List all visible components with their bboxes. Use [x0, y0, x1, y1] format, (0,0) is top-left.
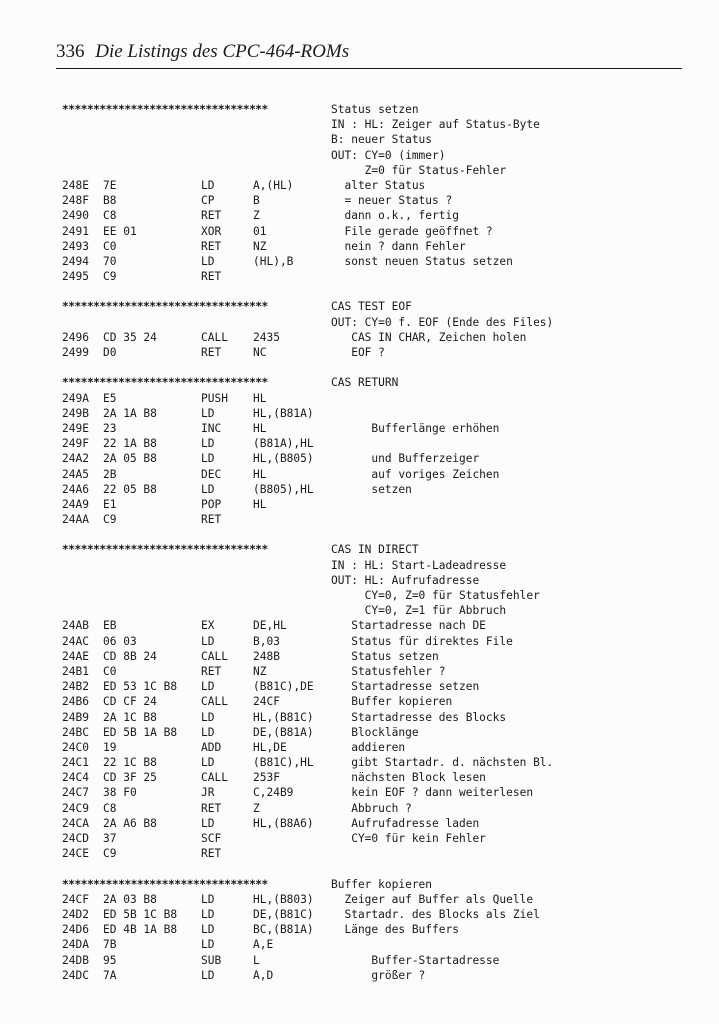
mnemonic: RET: [201, 847, 222, 861]
address: 24AA: [62, 513, 89, 527]
comment: IN : HL: Start-Ladeadresse: [331, 558, 507, 572]
listing-line: [0, 588, 719, 603]
listing-line: [0, 770, 719, 785]
hex-bytes: C8: [103, 801, 117, 815]
comment: Startadr. des Blocks als Ziel: [331, 907, 540, 921]
comment: alter Status: [331, 178, 426, 192]
listing-line: [0, 953, 719, 968]
operand: 253F: [253, 771, 280, 785]
hex-bytes: C0: [103, 239, 117, 253]
operand: HL: [253, 391, 267, 405]
listing-line: [0, 315, 719, 330]
comment: IN : HL: Zeiger auf Status-Byte: [331, 118, 540, 132]
comment: gibt Startadr. d. nächsten Bl.: [331, 756, 554, 770]
listing-line: [0, 132, 719, 147]
operand: (B81C),DE: [253, 680, 314, 694]
listing-line: [0, 421, 719, 436]
section-gap: [0, 360, 719, 375]
listing-section: [0, 375, 719, 527]
address: 24AE: [62, 649, 89, 663]
comment: Blocklänge: [331, 725, 419, 739]
listing-line: [0, 542, 719, 557]
comment: nächsten Block lesen: [331, 771, 486, 785]
comment: größer ?: [331, 968, 426, 982]
listing-line: [0, 102, 719, 117]
mnemonic: LD: [201, 710, 215, 724]
address: 249A: [62, 391, 89, 405]
mnemonic: LD: [201, 680, 215, 694]
hex-bytes: 22 1A B8: [103, 437, 157, 451]
listing-line: [0, 573, 719, 588]
hex-bytes: 22 1C B8: [103, 756, 157, 770]
listing-line: [0, 391, 719, 406]
comment: Buffer-Startadresse: [331, 953, 500, 967]
operand: HL,(B8A6): [253, 816, 314, 830]
address: 2493: [62, 239, 89, 253]
address: 24A5: [62, 467, 89, 481]
hex-bytes: 70: [103, 254, 117, 268]
operand: A,(HL): [253, 178, 294, 192]
hex-bytes: C9: [103, 847, 117, 861]
hex-bytes: 06 03: [103, 634, 137, 648]
page-title: Die Listings des CPC-464-ROMs: [95, 41, 350, 62]
operand: DE,(B81A): [253, 725, 314, 739]
listing-line: [0, 163, 719, 178]
listing-line: [0, 634, 719, 649]
listing-line: [0, 299, 719, 314]
listing-line: [0, 816, 719, 831]
assembly-listing: [0, 102, 719, 983]
comment: dann o.k., fertig: [331, 209, 459, 223]
listing-line: [0, 694, 719, 709]
hex-bytes: EB: [103, 619, 117, 633]
comment: Status für direktes File: [331, 634, 513, 648]
operand: 01: [253, 224, 267, 238]
section-gap: [0, 861, 719, 876]
mnemonic: LD: [201, 178, 215, 192]
listing-line: [0, 725, 719, 740]
listing-line: [0, 330, 719, 345]
hex-bytes: B8: [103, 194, 117, 208]
listing-line: [0, 451, 719, 466]
comment: und Bufferzeiger: [331, 452, 480, 466]
mnemonic: POP: [201, 497, 222, 511]
operand: HL,DE: [253, 740, 287, 754]
comment: Aufrufadresse laden: [331, 816, 480, 830]
mnemonic: INC: [201, 421, 222, 435]
comment: CAS RETURN: [331, 376, 399, 390]
comment: Startadresse setzen: [331, 680, 480, 694]
operand: BC,(B81A): [253, 923, 314, 937]
mnemonic: SUB: [201, 953, 222, 967]
section-gap: [0, 527, 719, 542]
address: 24DB: [62, 953, 89, 967]
operand: HL: [253, 421, 267, 435]
mnemonic: LD: [201, 254, 215, 268]
comment: Länge des Buffers: [331, 923, 459, 937]
address: 24DA: [62, 938, 89, 952]
listing-section: [0, 877, 719, 983]
hex-bytes: 95: [103, 953, 117, 967]
operand: Z: [253, 209, 260, 223]
address: 24A9: [62, 497, 89, 511]
hex-bytes: C9: [103, 513, 117, 527]
comment: setzen: [331, 482, 412, 496]
hex-bytes: E5: [103, 391, 117, 405]
hex-bytes: 7B: [103, 938, 117, 952]
comment: Z=0 für Status-Fehler: [331, 163, 507, 177]
operand: (B81C),HL: [253, 756, 314, 770]
address: 249B: [62, 406, 89, 420]
address: 24C0: [62, 740, 89, 754]
address: 248E: [62, 178, 89, 192]
mnemonic: LD: [201, 406, 215, 420]
address: 24C7: [62, 786, 89, 800]
operand: HL,(B805): [253, 452, 314, 466]
address: 24B9: [62, 710, 89, 724]
address: 24D6: [62, 923, 89, 937]
mnemonic: PUSH: [201, 391, 228, 405]
hex-bytes: 19: [103, 740, 117, 754]
operand: DE,(B81C): [253, 907, 314, 921]
mnemonic: LD: [201, 437, 215, 451]
mnemonic: CP: [201, 194, 215, 208]
mnemonic: RET: [201, 346, 222, 359]
listing-line: [0, 224, 719, 239]
hex-bytes: C0: [103, 664, 117, 678]
hex-bytes: 7A: [103, 968, 117, 982]
hex-bytes: 23: [103, 421, 117, 435]
mnemonic: XOR: [201, 224, 222, 238]
listing-line: [0, 148, 719, 163]
hex-bytes: E1: [103, 497, 117, 511]
listing-line: [0, 907, 719, 922]
operand: (B805),HL: [253, 482, 314, 496]
operand: HL,(B803): [253, 892, 314, 906]
comment: OUT: CY=0 f. EOF (Ende des Files): [331, 315, 554, 329]
listing-line: [0, 467, 719, 482]
address: 24DC: [62, 968, 89, 982]
mnemonic: CALL: [201, 649, 228, 663]
mnemonic: LD: [201, 938, 215, 952]
listing-line: [0, 801, 719, 816]
listing-line: [0, 512, 719, 527]
operand: HL: [253, 467, 267, 481]
hex-bytes: 22 05 B8: [103, 482, 157, 496]
section-separator: *********************************: [62, 103, 268, 116]
address: 2499: [62, 346, 89, 359]
address: 24B1: [62, 664, 89, 678]
mnemonic: LD: [201, 892, 215, 906]
address: 249E: [62, 421, 89, 435]
mnemonic: RET: [201, 239, 222, 253]
listing-line: [0, 785, 719, 800]
hex-bytes: 2A 1A B8: [103, 406, 157, 420]
listing-line: [0, 269, 719, 284]
mnemonic: LD: [201, 968, 215, 982]
listing-line: [0, 892, 719, 907]
operand: (B81A),HL: [253, 437, 314, 451]
mnemonic: LD: [201, 923, 215, 937]
listing-line: [0, 603, 719, 618]
section-separator: *********************************: [62, 877, 268, 891]
listing-line: [0, 178, 719, 193]
listing-line: [0, 679, 719, 694]
listing-section: [0, 542, 719, 861]
address: 24BC: [62, 725, 89, 739]
section-separator: *********************************: [62, 543, 268, 557]
mnemonic: JR: [201, 786, 215, 800]
listing-line: [0, 436, 719, 451]
comment: = neuer Status ?: [331, 194, 453, 208]
hex-bytes: EE 01: [103, 224, 137, 238]
address: 2496: [62, 330, 89, 344]
comment: B: neuer Status: [331, 133, 433, 147]
comment: Buffer kopieren: [331, 695, 453, 709]
mnemonic: LD: [201, 725, 215, 739]
section-separator: *********************************: [62, 300, 268, 314]
hex-bytes: ED 5B 1C B8: [103, 907, 178, 921]
listing-line: [0, 740, 719, 755]
operand: 24CF: [253, 695, 280, 709]
listing-line: [0, 846, 719, 861]
hex-bytes: C9: [103, 270, 117, 284]
comment: CAS IN CHAR, Zeichen holen: [331, 330, 527, 344]
hex-bytes: 38 F0: [103, 786, 137, 800]
mnemonic: ADD: [201, 740, 222, 754]
hex-bytes: CD CF 24: [103, 695, 157, 709]
listing-line: [0, 558, 719, 573]
listing-line: [0, 406, 719, 421]
comment: Zeiger auf Buffer als Quelle: [331, 892, 534, 906]
page-number: 336: [56, 41, 85, 62]
mnemonic: LD: [201, 907, 215, 921]
comment: Buffer kopieren: [331, 877, 433, 891]
address: 2495: [62, 270, 89, 284]
listing-line: [0, 193, 719, 208]
listing-line: [0, 482, 719, 497]
mnemonic: DEC: [201, 467, 222, 481]
address: 249F: [62, 437, 89, 451]
operand: DE,HL: [253, 619, 287, 633]
comment: Abbruch ?: [331, 801, 412, 815]
comment: Statusfehler ?: [331, 664, 446, 678]
listing-line: [0, 649, 719, 664]
listing-line: [0, 710, 719, 725]
listing-line: [0, 664, 719, 679]
address: 24D2: [62, 907, 89, 921]
comment: CY=0, Z=1 für Abbruch: [331, 604, 507, 618]
mnemonic: CALL: [201, 771, 228, 785]
listing-line: [0, 208, 719, 223]
comment: CY=0, Z=0 für Statusfehler: [331, 589, 540, 602]
comment: CY=0 für kein Fehler: [331, 832, 486, 845]
address: 24CD: [62, 832, 89, 845]
listing-line: [0, 497, 719, 512]
comment: CAS TEST EOF: [331, 300, 412, 314]
listing-line: [0, 345, 719, 360]
hex-bytes: 2A 03 B8: [103, 892, 157, 906]
listing-line: [0, 117, 719, 132]
operand: C,24B9: [253, 786, 294, 800]
mnemonic: RET: [201, 664, 222, 678]
address: 24B6: [62, 695, 89, 709]
listing-line: [0, 239, 719, 254]
operand: A,E: [253, 938, 274, 952]
mnemonic: RET: [201, 270, 222, 284]
hex-bytes: ED 53 1C B8: [103, 680, 178, 694]
mnemonic: RET: [201, 209, 222, 223]
address: 24AC: [62, 634, 89, 648]
mnemonic: SCF: [201, 832, 222, 845]
comment: kein EOF ? dann weiterlesen: [331, 786, 534, 800]
operand: A,D: [253, 968, 274, 982]
header-rule: [56, 68, 682, 69]
section-gap: [0, 284, 719, 299]
hex-bytes: CD 35 24: [103, 330, 157, 344]
comment: Startadresse nach DE: [331, 619, 486, 633]
comment: Startadresse des Blocks: [331, 710, 507, 724]
hex-bytes: 2B: [103, 467, 117, 481]
comment: sonst neuen Status setzen: [331, 254, 513, 268]
hex-bytes: CD 3F 25: [103, 771, 157, 785]
hex-bytes: 7E: [103, 178, 117, 192]
mnemonic: LD: [201, 452, 215, 466]
operand: L: [253, 953, 260, 967]
address: 2494: [62, 254, 89, 268]
address: 24C1: [62, 756, 89, 770]
address: 248F: [62, 194, 89, 208]
operand: (HL),B: [253, 254, 294, 268]
operand: NZ: [253, 664, 267, 678]
address: 24C4: [62, 771, 89, 785]
address: 24A2: [62, 452, 89, 466]
listing-line: [0, 254, 719, 269]
mnemonic: CALL: [201, 695, 228, 709]
address: 24CF: [62, 892, 89, 906]
comment: File gerade geöffnet ?: [331, 224, 493, 238]
comment: CAS IN DIRECT: [331, 543, 419, 557]
operand: HL,(B81C): [253, 710, 314, 724]
comment: addieren: [331, 740, 406, 754]
listing-line: [0, 937, 719, 952]
listing-line: [0, 968, 719, 983]
hex-bytes: 2A 1C B8: [103, 710, 157, 724]
operand: 248B: [253, 649, 280, 663]
operand: Z: [253, 801, 260, 815]
listing-line: [0, 375, 719, 390]
mnemonic: RET: [201, 513, 222, 527]
hex-bytes: CD 8B 24: [103, 649, 157, 663]
listing-line: [0, 755, 719, 770]
operand: HL,(B81A): [253, 406, 314, 420]
comment: Status setzen: [331, 649, 439, 663]
comment: Status setzen: [331, 103, 419, 116]
listing-line: [0, 831, 719, 846]
address: 24CA: [62, 816, 89, 830]
comment: OUT: HL: Aufrufadresse: [331, 573, 480, 587]
listing-section: [0, 102, 719, 284]
comment: OUT: CY=0 (immer): [331, 148, 446, 162]
mnemonic: RET: [201, 801, 222, 815]
address: 2491: [62, 224, 89, 238]
mnemonic: LD: [201, 634, 215, 648]
address: 24A6: [62, 482, 89, 496]
address: 2490: [62, 209, 89, 223]
mnemonic: LD: [201, 816, 215, 830]
mnemonic: LD: [201, 756, 215, 770]
hex-bytes: 37: [103, 832, 117, 845]
address: 24AB: [62, 619, 89, 633]
operand: NC: [253, 346, 267, 359]
address: 24C9: [62, 801, 89, 815]
hex-bytes: 2A A6 B8: [103, 816, 157, 830]
comment: auf voriges Zeichen: [331, 467, 500, 481]
hex-bytes: C8: [103, 209, 117, 223]
hex-bytes: ED 4B 1A B8: [103, 923, 178, 937]
comment: EOF ?: [331, 346, 385, 359]
operand: NZ: [253, 239, 267, 253]
comment: nein ? dann Fehler: [331, 239, 466, 253]
section-separator: *********************************: [62, 376, 268, 390]
operand: B,03: [253, 634, 280, 648]
comment: Bufferlänge erhöhen: [331, 421, 500, 435]
operand: 2435: [253, 330, 280, 344]
hex-bytes: D0: [103, 346, 117, 359]
hex-bytes: 2A 05 B8: [103, 452, 157, 466]
listing-section: [0, 299, 719, 360]
listing-line: [0, 922, 719, 937]
address: 24B2: [62, 680, 89, 694]
mnemonic: CALL: [201, 330, 228, 344]
listing-line: [0, 877, 719, 892]
operand: B: [253, 194, 260, 208]
hex-bytes: ED 5B 1A B8: [103, 725, 178, 739]
mnemonic: LD: [201, 482, 215, 496]
mnemonic: EX: [201, 619, 215, 633]
address: 24CE: [62, 847, 89, 861]
page-header: [56, 40, 682, 64]
operand: HL: [253, 497, 267, 511]
listing-line: [0, 618, 719, 633]
